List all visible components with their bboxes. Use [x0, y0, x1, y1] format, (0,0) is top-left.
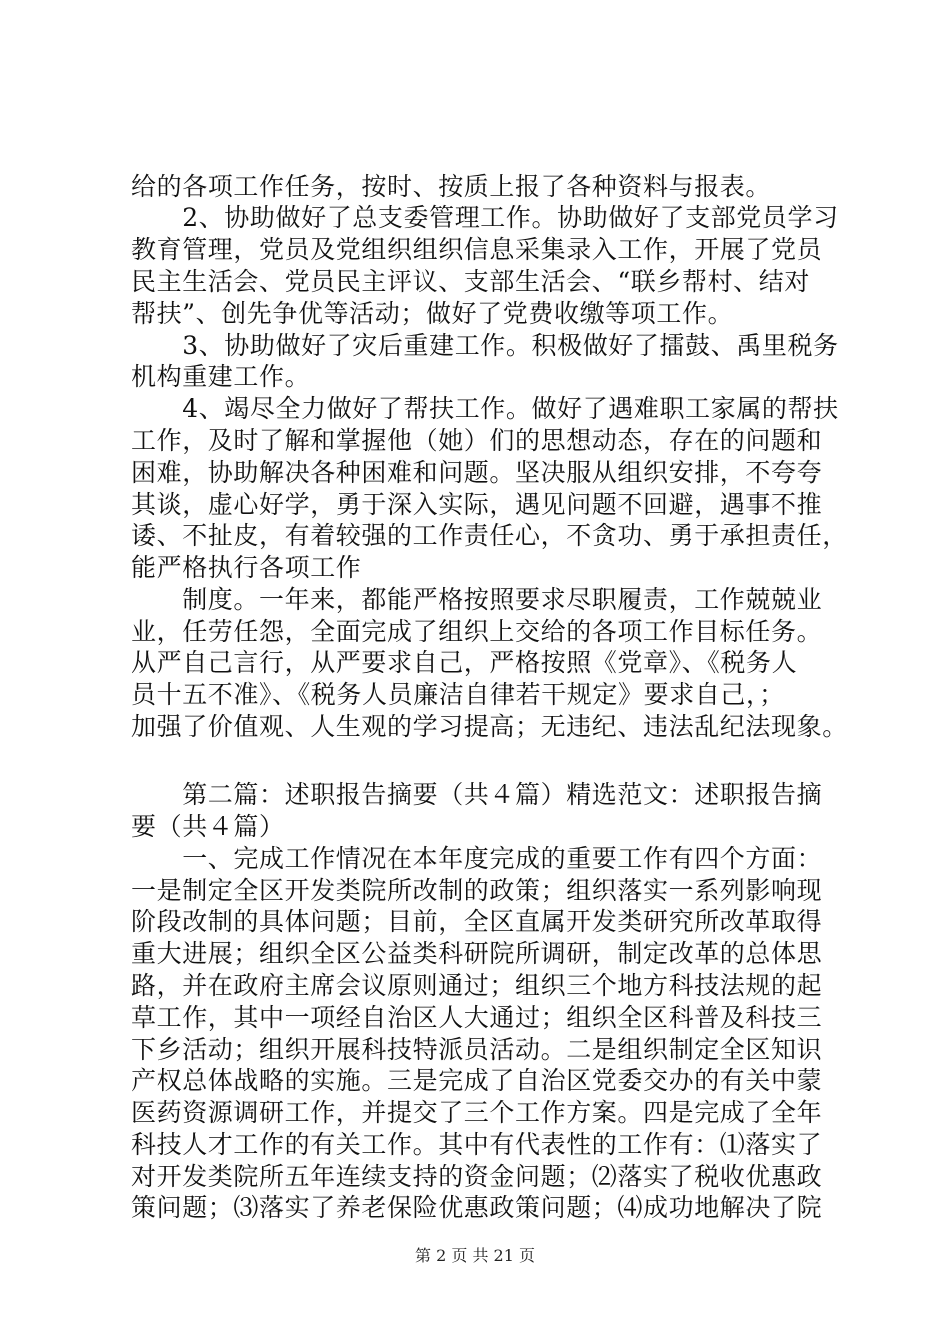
text-line: 产权总体战略的实施。三是完成了自治区党委交办的有关中蒙	[131, 1066, 823, 1095]
text-line: 路，并在政府主席会议原则通过；组织三个地方科技法规的起	[131, 971, 823, 1000]
text-line: 机构重建工作。	[131, 362, 311, 391]
text-line: 诿、不扯皮，有着较强的工作责任心，不贪功、勇于承担责任，	[131, 521, 848, 550]
text-line: 困难，协助解决各种困难和问题。坚决服从组织安排，不夸夸	[131, 458, 823, 487]
text-line: 草工作，其中一项经自治区人大通过；组织全区科普及科技三	[131, 1003, 823, 1032]
text-line: 一是制定全区开发类院所改制的政策；组织落实一系列影响现	[131, 876, 823, 905]
text-line: 民主生活会、党员民主评议、支部生活会、“联乡帮村、结对	[131, 267, 810, 296]
text-line: 4、竭尽全力做好了帮扶工作。做好了遇难职工家属的帮扶	[131, 394, 839, 423]
text-line: 下乡活动；组织开展科技特派员活动。二是组织制定全区知识	[131, 1035, 823, 1064]
text-line: 制度。一年来，都能严格按照要求尽职履责，工作兢兢业	[131, 585, 823, 614]
text-line: 从严自己言行，从严要求自己，严格按照《党章》、《税务人	[131, 648, 798, 677]
text-line: 帮扶”、创先争优等活动；做好了党费收缴等项工作。	[131, 299, 734, 328]
text-line: 医药资源调研工作，并提交了三个工作方案。四是完成了全年	[131, 1098, 823, 1127]
section-heading-line: 第二篇：述职报告摘要（共４篇）精选范文：述职报告摘	[131, 780, 823, 809]
text-line: 加强了价值观、人生观的学习提高；无违纪、违法乱纪法现象。	[131, 712, 848, 741]
text-line: 一、完成工作情况在本年度完成的重要工作有四个方面：	[131, 844, 823, 873]
text-line: 能严格执行各项工作	[131, 553, 362, 582]
text-line: 策问题；⑶落实了养老保险优惠政策问题；⑷成功地解决了院	[131, 1193, 823, 1222]
text-line: 业，任劳任怨，全面完成了组织上交给的各项工作目标任务。	[131, 617, 823, 646]
text-line: 重大进展；组织全区公益类科研院所调研，制定改革的总体思	[131, 939, 823, 968]
section-heading-line: 要（共４篇）	[131, 812, 285, 841]
text-line: 工作，及时了解和掌握他（她）们的思想动态，存在的问题和	[131, 426, 823, 455]
text-line: 其谈，虚心好学，勇于深入实际，遇见问题不回避，遇事不推	[131, 490, 823, 519]
text-line: 员十五不准》、《税务人员廉洁自律若干规定》要求自己，；	[131, 680, 785, 709]
text-line: 阶段改制的具体问题；目前，全区直属开发类研究所改革取得	[131, 907, 823, 936]
text-line: 对开发类院所五年连续支持的资金问题；⑵落实了税收优惠政	[131, 1162, 823, 1191]
text-line: 给的各项工作任务，按时、按质上报了各种资料与报表。	[131, 172, 772, 201]
text-line: 教育管理，党员及党组织组织信息采集录入工作，开展了党员	[131, 235, 823, 264]
page-number-footer: 第 2 页 共 21 页	[415, 1246, 535, 1265]
text-line: 科技人才工作的有关工作。其中有代表性的工作有：⑴落实了	[131, 1130, 823, 1159]
text-line: 3、协助做好了灾后重建工作。积极做好了擂鼓、禹里税务	[131, 331, 839, 360]
text-line: 2、协助做好了总支委管理工作。协助做好了支部党员学习	[131, 203, 839, 232]
